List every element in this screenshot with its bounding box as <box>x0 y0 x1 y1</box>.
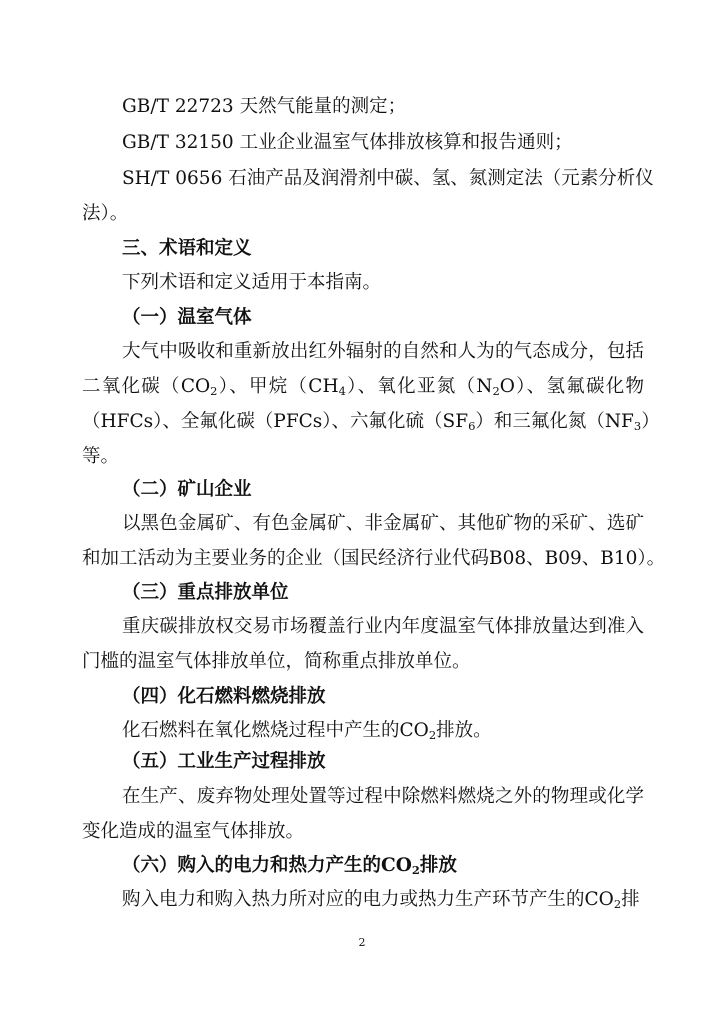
page-number: 2 <box>358 936 366 949</box>
term-definition-line: 等。 <box>82 446 120 467</box>
standard-title-continued: 法）。 <box>82 203 129 224</box>
standard-code: SH/T 0656 <box>122 168 223 189</box>
term-heading: （三）重点排放单位 <box>122 582 289 603</box>
standard-title: 工业企业温室气体排放核算和报告通则； <box>239 132 573 153</box>
standard-item <box>122 128 644 158</box>
standard-item <box>122 164 654 194</box>
standard-code: GB/T 22723 <box>122 96 234 117</box>
term-definition-line: 以黑色金属矿、有色金属矿、非金属矿、其他矿物的采矿、选矿 <box>122 513 644 534</box>
term-heading: （二）矿山企业 <box>122 479 252 500</box>
term-definition-line: 变化造成的温室气体排放。 <box>82 821 305 842</box>
term-heading: （五）工业生产过程排放 <box>122 751 326 772</box>
term-definition-line: 门槛的温室气体排放单位，简称重点排放单位。 <box>82 651 471 672</box>
term-definition-line: 和加工活动为主要业务的企业（国民经济行业代码B08、B09、B10）。 <box>82 548 666 569</box>
intro-paragraph: 下列术语和定义适用于本指南。 <box>122 272 382 293</box>
section-heading: 三、术语和定义 <box>122 238 252 259</box>
term-heading: （四）化石燃料燃烧排放 <box>122 686 326 707</box>
term-definition-line: 大气中吸收和重新放出红外辐射的自然和人为的气态成分，包括 <box>122 341 644 362</box>
term-definition-line: 购入电力和购入热力所对应的电力或热力生产环节产生的$CO_2$排 <box>122 889 640 911</box>
term-definition-line: 化石燃料在氧化燃烧过程中产生的$CO_2$排放。 <box>122 720 492 742</box>
standard-title: 石油产品及润滑剂中碳、氢、氮测定法（元素分析仪 <box>228 168 654 189</box>
standard-code: GB/T 32150 <box>122 132 234 153</box>
term-heading: （一）温室气体 <box>122 307 252 328</box>
standard-item <box>122 92 644 122</box>
term-definition-line: 重庆碳排放权交易市场覆盖行业内年度温室气体排放量达到准入 <box>122 616 644 637</box>
term-heading: （六）购入的电力和热力产生的$CO_2$排放 <box>122 855 457 877</box>
term-definition-line: 二氧化碳$(CO_2)$、甲烷$(CH_4)$、氧化亚氮$(N_2O)$、氢氟碳化物 <box>82 376 644 398</box>
term-definition-line: （HFCs）、全氟化碳（PFCs）、六氟化硫$(SF_6)$和三氟化氮$(NF_3)$ <box>82 411 660 433</box>
term-definition-line: 在生产、废弃物处理处置等过程中除燃料燃烧之外的物理或化学 <box>122 786 644 807</box>
standard-title: 天然气能量的测定； <box>239 96 407 117</box>
